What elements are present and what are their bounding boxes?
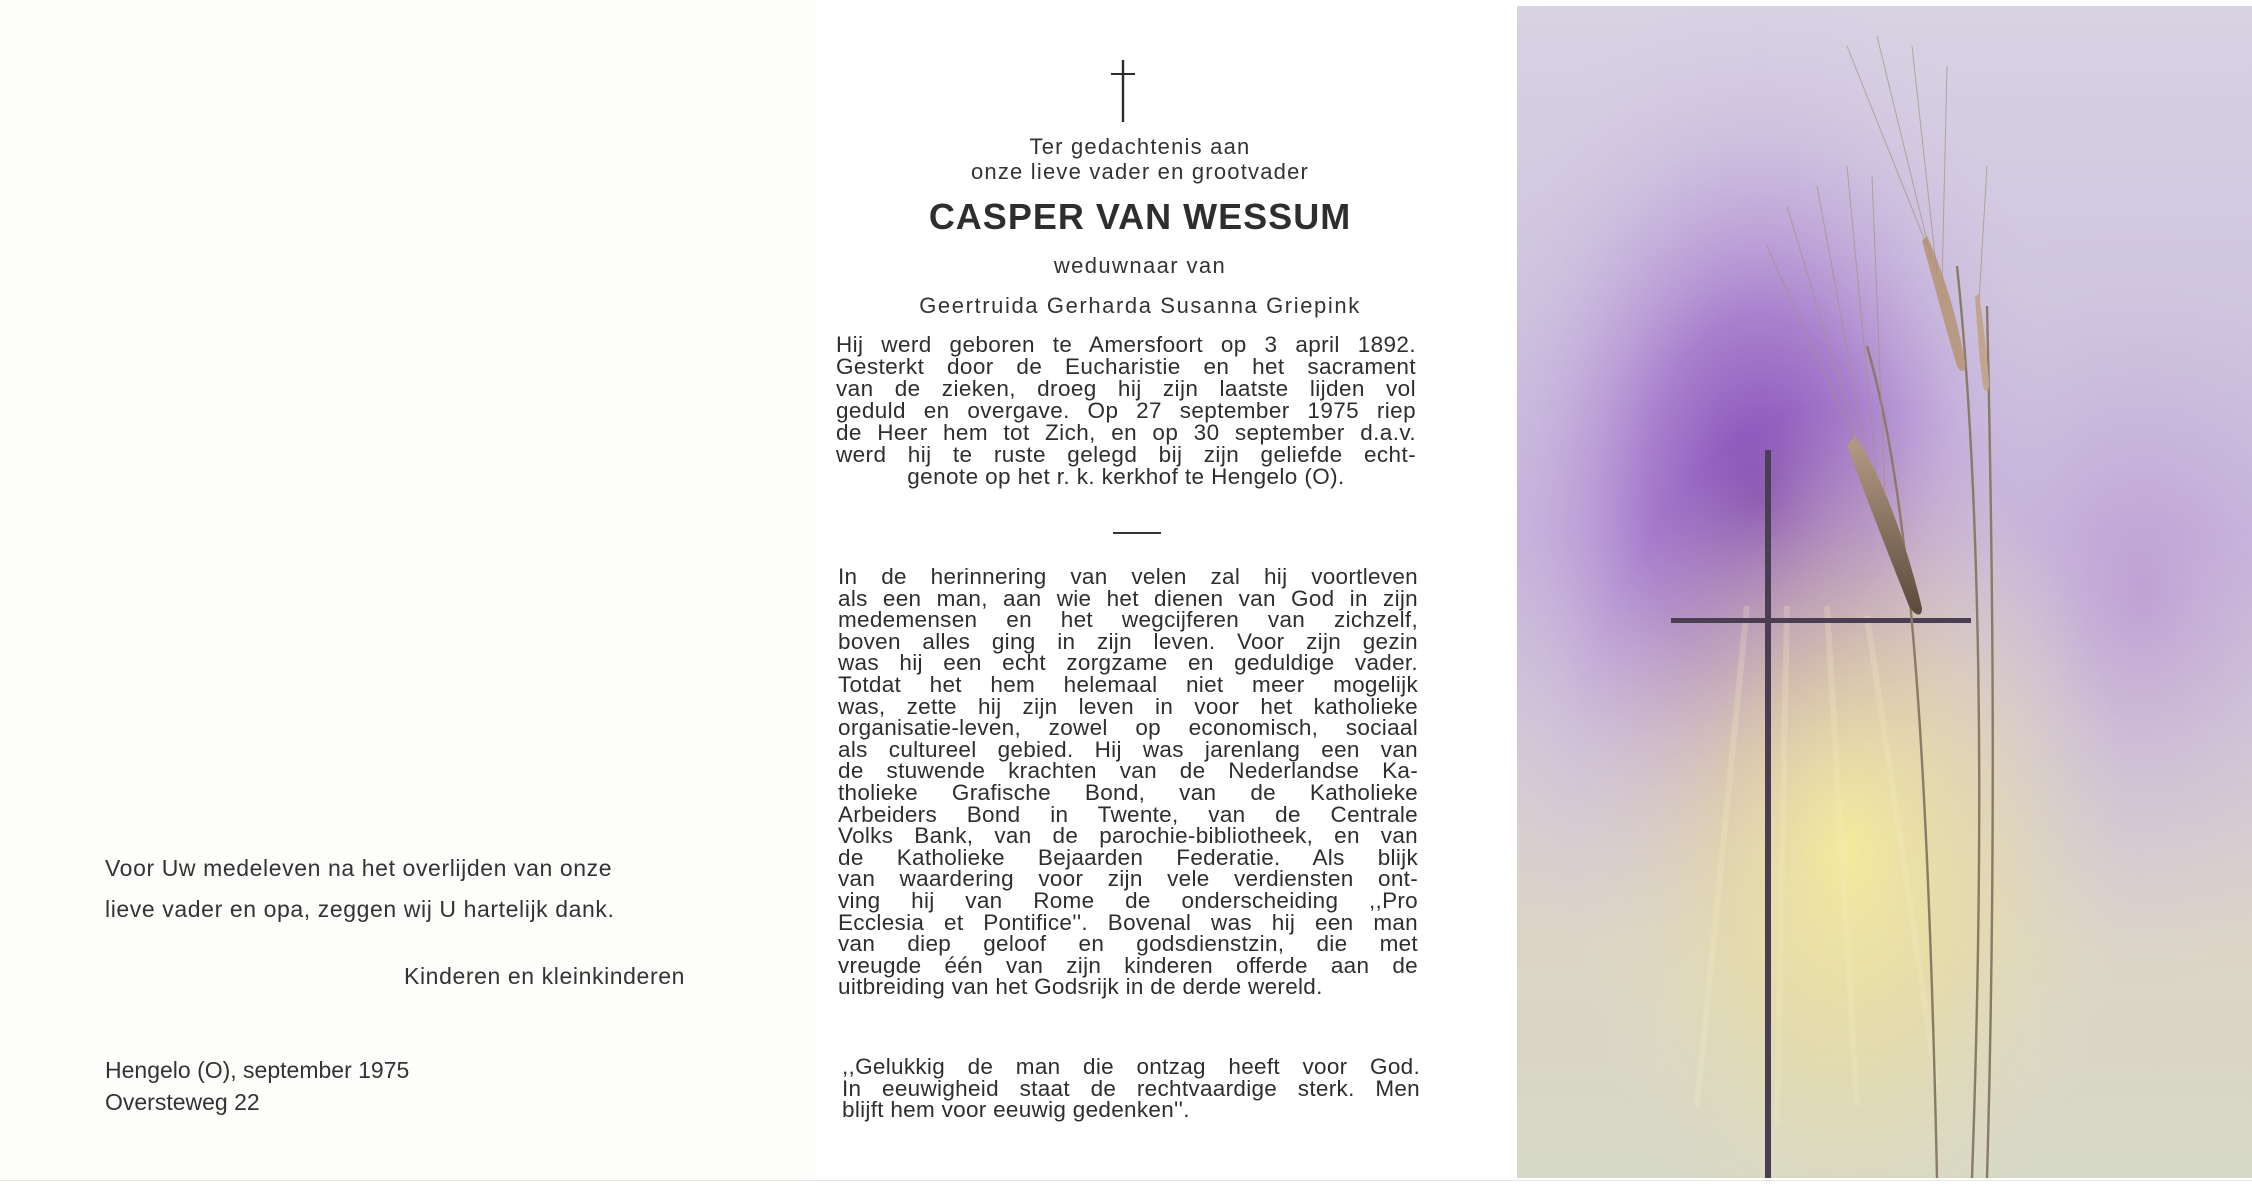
- tribute-line: was, zette hij zijn leven in voor het katholieke: [838, 693, 1418, 719]
- quote-line: ,,Gelukkig de man die ontzag heeft voor God.: [842, 1054, 1420, 1079]
- tribute-line: boven alles ging in zijn leven. Voor zijn gezin: [838, 628, 1418, 654]
- bio-line: genote op het r. k. kerkhof te Hengelo (O).: [907, 464, 1345, 489]
- signoff: Kinderen en kleinkinderen: [404, 963, 685, 989]
- cross-and-wheat-photo: [1517, 6, 2252, 1178]
- left-panel: [0, 0, 815, 1185]
- intro: [860, 134, 1420, 184]
- tribute-line: als cultureel gebied. Hij was jarenlang een van: [838, 736, 1418, 762]
- tribute-line: de Katholieke Bejaarden Federatie. Als blijk: [838, 844, 1418, 870]
- quote: [842, 1056, 1420, 1121]
- bio-line: Gesterkt door de Eucharistie en het sacrament: [836, 354, 1416, 379]
- widower-of: weduwnaar van: [1053, 253, 1227, 278]
- tribute-line: In de herinnering van velen zal hij voortleven: [838, 564, 1418, 589]
- photo-illustration: [1517, 6, 2252, 1178]
- bio-line: werd hij te ruste gelegd bij zijn geliefde echt-: [836, 442, 1416, 467]
- section-divider: [1113, 532, 1161, 534]
- tribute-line: van diep geloof en godsdienstzin, die met: [838, 931, 1418, 957]
- tribute-line: Arbeiders Bond in Twente, van de Centrale: [838, 801, 1418, 827]
- tribute: [838, 566, 1418, 998]
- address: Oversteweg 22: [105, 1089, 260, 1115]
- place-date: Hengelo (O), september 1975: [105, 1057, 410, 1083]
- tribute-line: als een man, aan wie het dienen van God in zijn: [838, 585, 1418, 611]
- tribute-line: Totdat het hem helemaal niet meer mogelijk: [838, 671, 1418, 697]
- tribute-line: vreugde één van zijn kinderen offerde aan de: [838, 952, 1418, 978]
- tribute-line: uitbreiding van het Godsrijk in de derde wereld.: [838, 974, 1323, 1000]
- quote-line: In eeuwigheid staat de rechtvaardige sterk. Men: [842, 1075, 1420, 1101]
- quote-line: blijft hem voor eeuwig gedenken''.: [842, 1097, 1190, 1123]
- bio-line: de Heer hem tot Zich, en op 30 september d.a.v.: [836, 420, 1416, 445]
- thanks-line: Voor Uw medeleven na het overlijden van onze: [105, 855, 613, 881]
- tribute-line: tholieke Grafische Bond, van de Katholieke: [838, 779, 1418, 805]
- bio-line: van de zieken, droeg hij zijn laatste lijden vol: [836, 376, 1416, 401]
- tribute-line: ving hij van Rome de onderscheiding ,,Pro: [838, 887, 1418, 913]
- spouse-name: Geertruida Gerharda Susanna Griepink: [919, 293, 1361, 318]
- deceased-name: CASPER VAN WESSUM: [928, 196, 1352, 237]
- tribute-line: was hij een echt zorgzame en geduldige vader.: [838, 650, 1418, 676]
- tribute-line: van waardering voor zijn vele verdiensten ont-: [838, 866, 1418, 892]
- tribute-line: Volks Bank, van de parochie-bibliotheek, en van: [838, 823, 1418, 849]
- intro-line: Ter gedachtenis aan: [1029, 134, 1251, 159]
- intro-line: onze lieve vader en grootvader: [970, 159, 1310, 184]
- thanks-line: lieve vader en opa, zeggen wij U hartelijk dank.: [105, 896, 615, 922]
- bio-line: Hij werd geboren te Amersfoort op 3 april 1892.: [836, 332, 1416, 357]
- tribute-line: organisatie-leven, zowel op economisch, sociaal: [838, 715, 1418, 741]
- tribute-line: Ecclesia et Pontifice''. Bovenal was hij een man: [838, 909, 1418, 935]
- biography: [836, 334, 1416, 488]
- bio-line: geduld en overgave. Op 27 september 1975 riep: [836, 398, 1416, 423]
- card-bottom-edge: [0, 1180, 2252, 1201]
- thanks-message: [105, 848, 685, 930]
- cross-icon: [1108, 60, 1138, 122]
- place-and-address: [105, 1054, 409, 1118]
- tribute-line: medemensen en het wegcijferen van zichzelf,: [838, 607, 1418, 633]
- tribute-line: de stuwende krachten van de Nederlandse Ka-: [838, 758, 1418, 784]
